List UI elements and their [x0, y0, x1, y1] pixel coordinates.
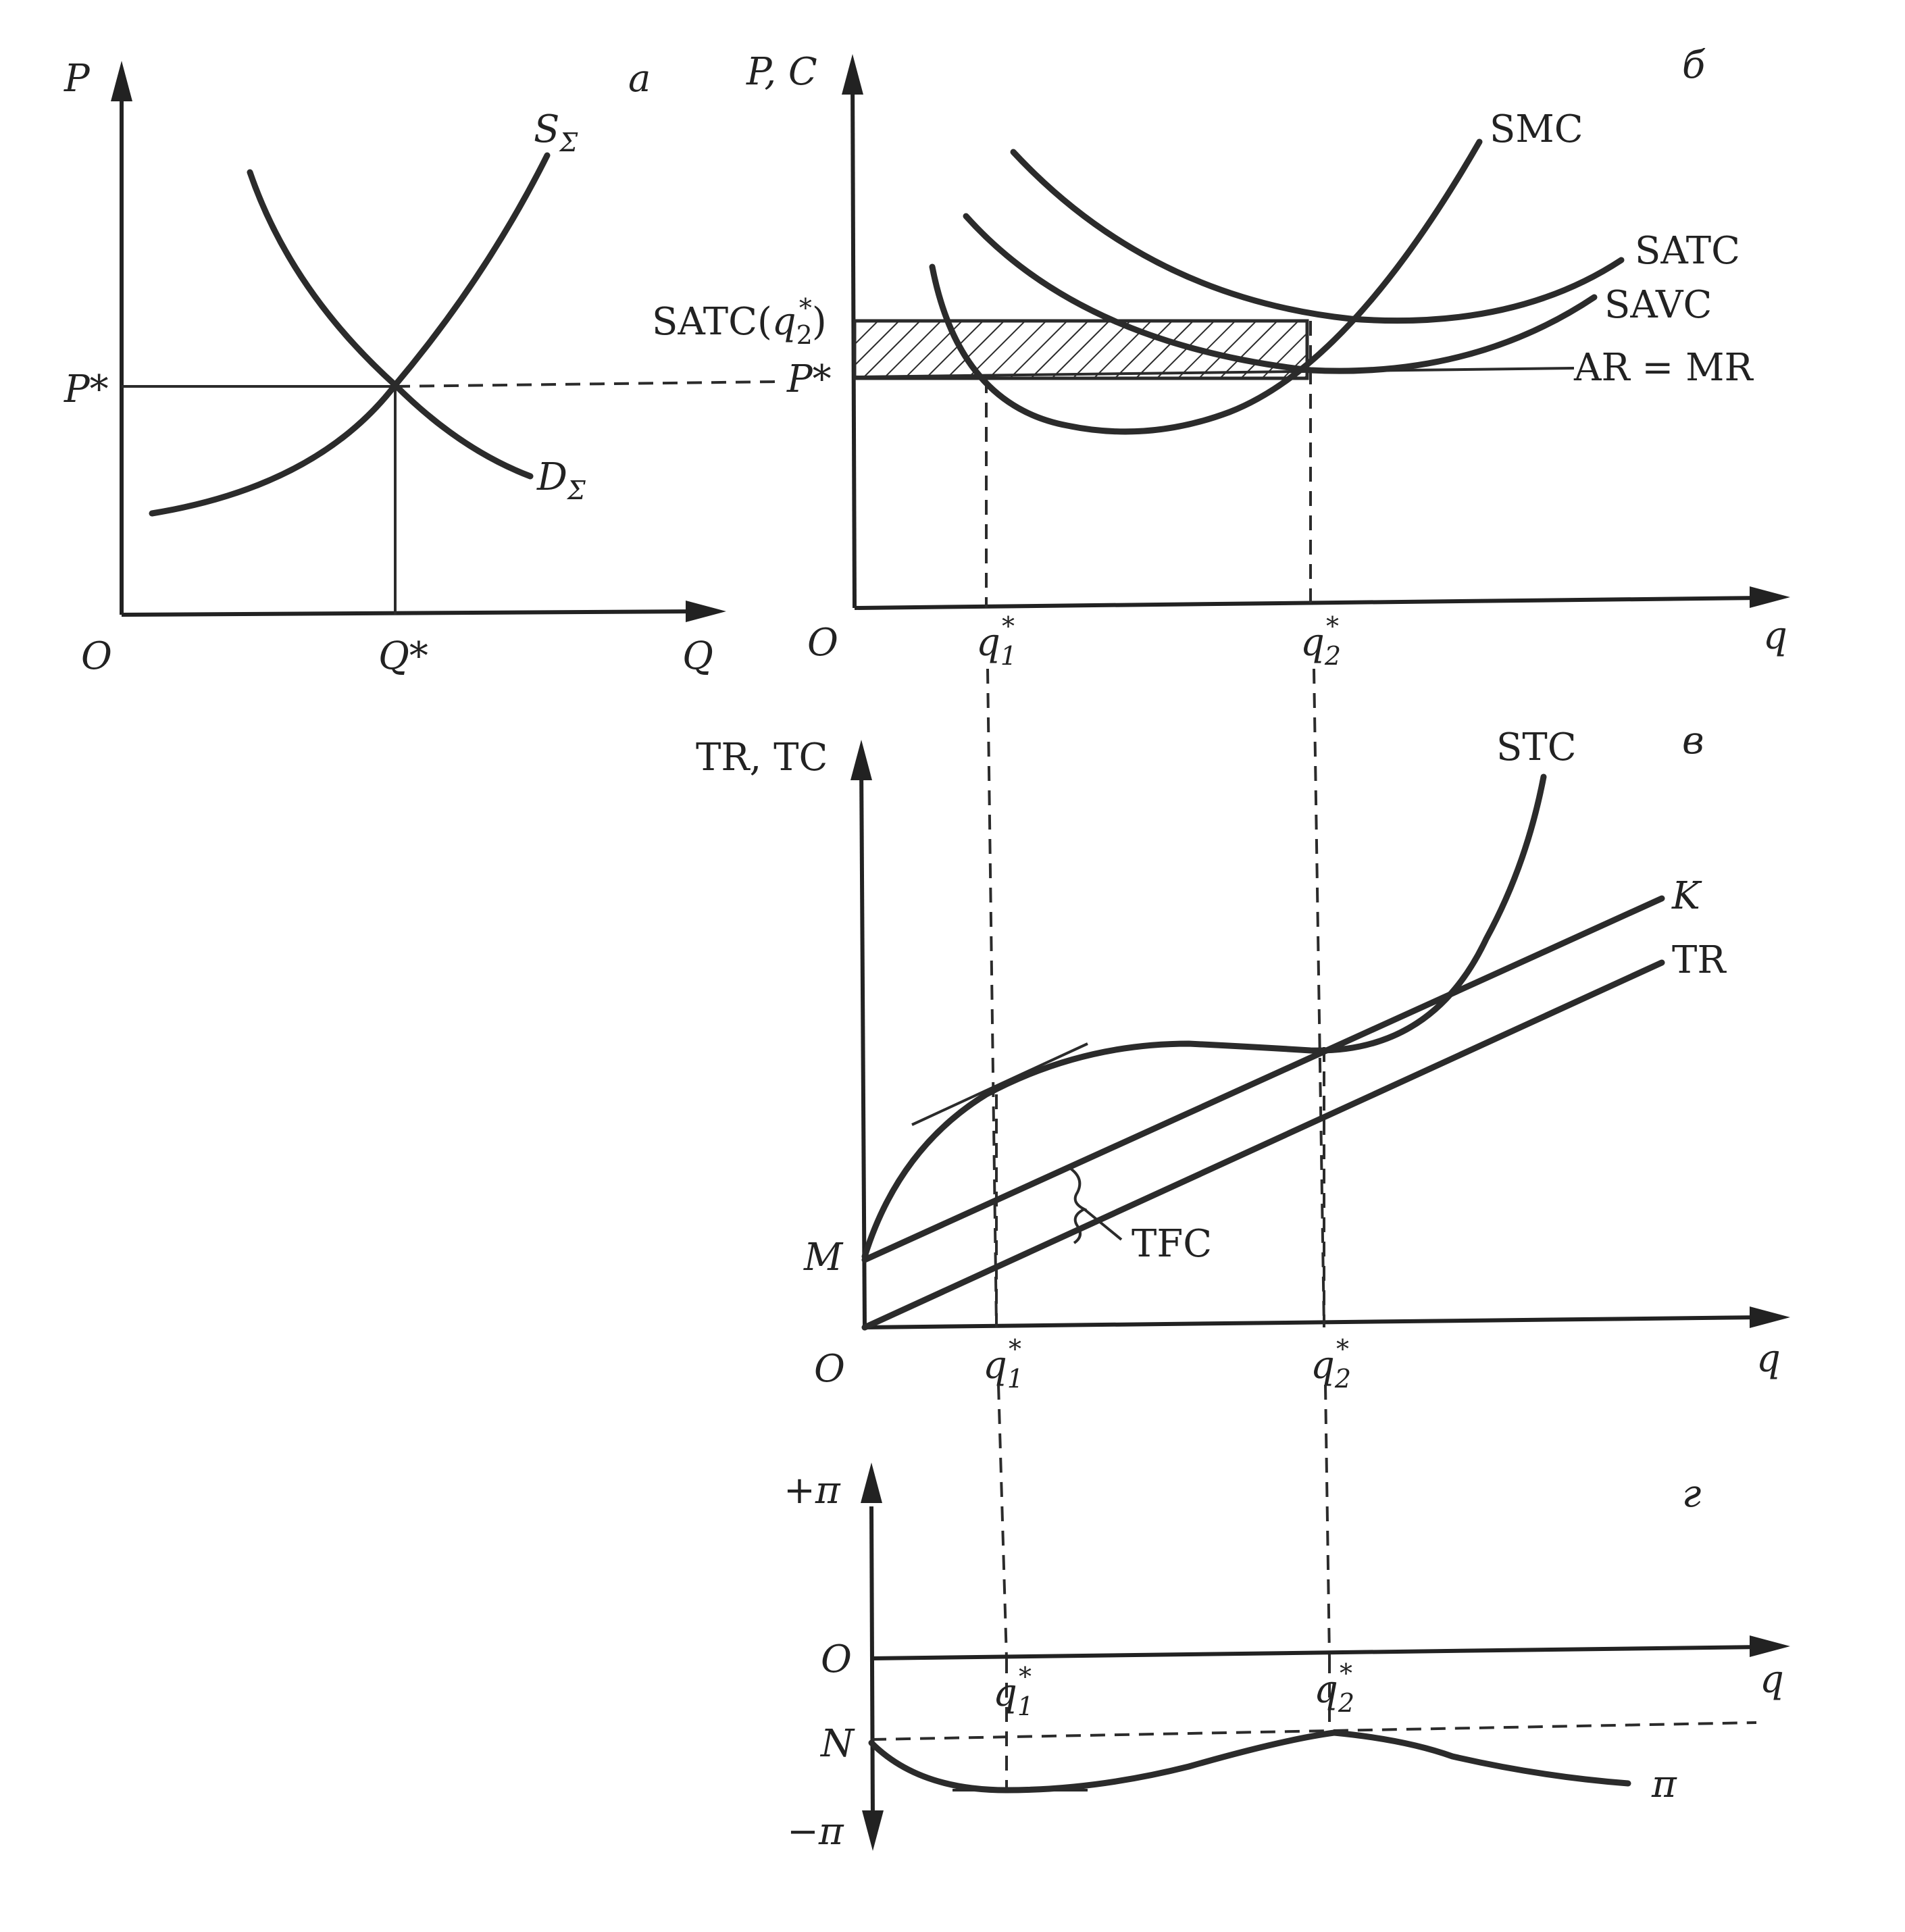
- panel-g-q2-label: $q_2*$: [1314, 1658, 1355, 1718]
- satc-q2-label: $SATC(q_2*)$: [652, 293, 827, 350]
- panel-g-y-arrow-down: [862, 1810, 884, 1851]
- panel-g-y-bottom-label: −π: [787, 1810, 844, 1854]
- panel-a-x-arrow: [686, 601, 726, 622]
- aggregate-demand-curve: [250, 172, 530, 476]
- panel-a-q-star: Q*: [378, 634, 428, 678]
- price-transfer-line: [395, 382, 777, 386]
- satc-curve: [1013, 152, 1621, 321]
- panel-b-x-axis: [855, 598, 1763, 608]
- profit-label: π: [1652, 1762, 1677, 1806]
- panel-b-origin: O: [807, 621, 838, 665]
- panel-v-x-label: q: [1756, 1337, 1781, 1381]
- panel-b: [652, 43, 1790, 671]
- panel-v-y-arrow: [850, 740, 872, 780]
- panel-g-q1-label: $q_1*$: [993, 1662, 1034, 1721]
- panel-v-q1-label: $q_1*$: [983, 1334, 1024, 1394]
- panel-g-x-arrow: [1750, 1635, 1790, 1657]
- n-label: N: [821, 1722, 854, 1766]
- profit-curve: [871, 1733, 1628, 1790]
- q2-connector-b-v: [1314, 669, 1324, 1327]
- loss-area-hatched: [855, 321, 1307, 378]
- savc-label: SAVC: [1604, 283, 1712, 327]
- tfc-label: TFC: [1132, 1222, 1213, 1266]
- panel-b-q1-label: $q_1*$: [976, 611, 1017, 671]
- m-label: M: [804, 1236, 843, 1279]
- tr-label: TR: [1672, 938, 1726, 982]
- supply-label: $S_\Sigma$: [534, 107, 578, 157]
- panel-b-p-star: P*: [787, 357, 832, 401]
- demand-label: $D_\Sigma$: [537, 455, 586, 505]
- panel-b-y-arrow: [842, 54, 863, 95]
- ar-mr-label: AR = MR: [1574, 346, 1753, 390]
- panel-g-x-label: q: [1760, 1658, 1784, 1702]
- panel-v-x-axis: [865, 1317, 1763, 1327]
- panel-g-tag: г: [1682, 1472, 1702, 1516]
- panel-a-p-star: P*: [64, 367, 109, 411]
- smc-label: SMC: [1490, 107, 1583, 151]
- panel-v-y-label: TR, TC: [696, 736, 828, 780]
- panel-a-x-axis: [122, 611, 703, 615]
- panel-g-y-top-label: +π: [784, 1469, 840, 1512]
- panel-b-tag: б: [1682, 43, 1706, 87]
- panel-a-x-label: Q: [682, 634, 713, 678]
- q2-connector-v-g: [1325, 1385, 1329, 1658]
- panel-v-x-arrow: [1750, 1306, 1790, 1328]
- panel-v-q2-label: $q_2*$: [1311, 1334, 1352, 1394]
- panel-a-origin: O: [81, 634, 112, 678]
- panel-a-y-label: P: [64, 57, 90, 101]
- panel-a-y-arrow: [111, 61, 132, 101]
- panel-b-x-arrow: [1750, 586, 1790, 608]
- panel-g-y-axis: [871, 1506, 873, 1821]
- panel-a-tag: а: [628, 57, 651, 101]
- stc-label: STC: [1496, 726, 1577, 769]
- panel-v-origin: O: [814, 1347, 845, 1391]
- q1-connector-v-g: [998, 1385, 1007, 1658]
- stc-tangent-line: [912, 1044, 1088, 1125]
- panel-b-x-label: q: [1763, 614, 1787, 658]
- stc-curve: [865, 777, 1544, 1256]
- panel-a: [63, 57, 777, 678]
- panel-g: [784, 1463, 1790, 1854]
- satc-label: SATC: [1635, 229, 1740, 273]
- panel-v: [696, 719, 1790, 1394]
- tr-line: [865, 963, 1662, 1327]
- panel-b-q2-label: $q_2*$: [1300, 611, 1342, 671]
- panel-v-tag: в: [1682, 719, 1704, 763]
- panel-g-y-arrow-up: [861, 1463, 882, 1503]
- k-line: [865, 898, 1662, 1260]
- k-label: K: [1672, 874, 1700, 918]
- panel-v-y-axis: [861, 763, 865, 1327]
- panel-b-y-label: P, C: [746, 50, 817, 94]
- panel-g-origin: O: [821, 1637, 852, 1681]
